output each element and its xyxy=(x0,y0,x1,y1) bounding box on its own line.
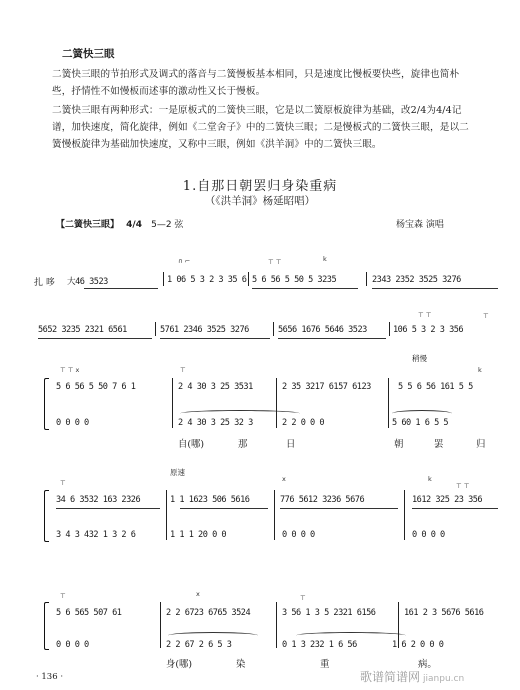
watermark-url: jianpu.cn xyxy=(423,674,465,684)
barline xyxy=(172,378,173,428)
barline xyxy=(160,602,161,648)
barline xyxy=(398,602,399,648)
tempo-mark: 稍慢 xyxy=(412,354,427,363)
score-row-3-instrument xyxy=(0,418,520,428)
score-row-2 xyxy=(0,325,520,335)
score-row-4-instrument xyxy=(0,530,520,540)
beam-line xyxy=(252,288,358,289)
song-title: 1.自那日朝罢归身染重病 xyxy=(182,179,338,194)
lyric-syllable: 朝 xyxy=(394,439,404,450)
score-measure: 3 4 3 432 1 3 2 6 xyxy=(56,530,136,540)
ornament-mark: ⊤ xyxy=(60,479,66,487)
beam-line xyxy=(278,338,386,339)
slur xyxy=(168,632,258,639)
score-measure: 5652 3235 2321 6561 xyxy=(38,325,127,335)
score-measure: 5 6 565 507 61 xyxy=(56,608,122,618)
score-measure: 2 2 67 2 6 5 3 xyxy=(166,640,232,650)
score-measure: 5656 1676 5646 3523 xyxy=(278,325,367,335)
intro-paragraph: 二簧快三眼的节拍形式及调式的落音与二簧慢板基本相同，只是速度比慢板要快些，旋律也简朴些，抒情性不如慢板而述事的激动性又长于慢板。 xyxy=(52,69,460,97)
lyric-syllable: 自(哪) xyxy=(178,439,205,450)
forms-paragraph: 二簧快三眼有两种形式：一是原板式的二簧快三眼，它是以二簧原板旋律为基础，改2/4为4/4记谱，加快速度，简化旋律，例如《二堂舍子》中的二簧快三眼；二是慢板式的二簧快三眼，是以二簧慢板旋律为基础加快速度，又称中三眼，例如《洪羊洞》中的二簧快三眼。 xyxy=(52,105,469,150)
beam-line xyxy=(56,508,160,509)
lyric-syllable: 身(哪) xyxy=(166,659,193,670)
score-measure: 5 6 56 5 50 7 6 1 xyxy=(56,382,136,392)
beam-line xyxy=(180,508,268,509)
score-measure: 34 6 3532 163 2326 xyxy=(56,495,141,505)
ornament-mark: ∩ ⌐ xyxy=(178,257,191,265)
lyric-syllable: 日 xyxy=(286,439,296,450)
tempo-mark: 原速 xyxy=(170,468,185,477)
score-measure: 0 0 0 0 xyxy=(282,530,315,540)
score-measure: 2343 2352 3525 3276 xyxy=(372,275,461,285)
beam-line xyxy=(38,338,152,339)
barline xyxy=(273,322,274,336)
score-measure: 776 5612 3236 5676 xyxy=(280,495,365,505)
tune-header xyxy=(56,217,183,230)
lyric-syllable: 那 xyxy=(238,439,248,450)
ornament-mark: k xyxy=(478,366,482,374)
score-measure: 1 6 2 0 0 0 xyxy=(392,640,444,650)
tune-label: 【二簧快三眼】 xyxy=(56,220,120,230)
ornament-mark: ⊤ ⊤ xyxy=(456,482,470,490)
barline xyxy=(155,322,156,336)
score-measure: 0 1 3 232 1 6 56 xyxy=(282,640,357,650)
barline xyxy=(166,490,167,540)
score-measure: 5761 2346 3525 3276 xyxy=(160,325,249,335)
score-row-5-vocal xyxy=(0,608,520,618)
score-row-1 xyxy=(0,275,520,288)
beam-line xyxy=(412,508,498,509)
time-signature: 4/4 xyxy=(126,220,142,230)
score-row-5-instrument xyxy=(0,640,520,650)
score-measure: 3 56 1 3 5 2321 6156 xyxy=(282,608,376,618)
barline xyxy=(163,272,164,286)
ornament-mark: ⊤ ⊤ x xyxy=(60,366,80,374)
lyrics-line-2 xyxy=(0,656,520,670)
lyric-syllable: 染 xyxy=(236,659,246,670)
score-measure: 106 5 3 2 3 356 xyxy=(393,325,464,335)
ornament-mark: ⊤ xyxy=(180,366,186,374)
slur xyxy=(392,410,452,417)
barline xyxy=(276,602,277,648)
key-signature: 5—2 弦 xyxy=(151,220,184,230)
score-measure: 5 6 56 5 50 5 3235 xyxy=(252,275,337,285)
barline xyxy=(389,322,390,336)
slur xyxy=(180,410,300,417)
lyric-syllable: 归 xyxy=(476,439,486,450)
score-measure: 161 2 3 5676 5616 xyxy=(404,608,484,618)
score-lead-in: 扎 哆 xyxy=(34,278,55,288)
score-measure: 大46 3523 xyxy=(67,277,108,287)
score-measure: 5 60 1 6 5 5 xyxy=(392,418,449,428)
score-measure: 2 4 30 3 25 32 3 xyxy=(178,418,253,428)
barline xyxy=(404,490,405,540)
ornament-mark: ⊤ ⊤ xyxy=(268,258,282,266)
score-measure: 0 0 0 0 xyxy=(56,640,89,650)
lyric-syllable: 病。 xyxy=(418,659,437,670)
watermark xyxy=(360,668,464,685)
beam-line xyxy=(84,288,158,289)
song-subtitle: （《洪羊洞》杨延昭唱） xyxy=(204,195,316,207)
barline xyxy=(276,378,277,428)
barline xyxy=(388,378,389,428)
score-measure: 0 0 0 0 xyxy=(412,530,445,540)
lyric-syllable: 罢 xyxy=(434,439,444,450)
beam-line xyxy=(280,508,398,509)
score-measure: 1 1 1623 506 5616 xyxy=(170,495,250,505)
performer-credit: 杨宝森 演唱 xyxy=(396,220,444,230)
ornament-mark: ⊤ xyxy=(300,594,306,602)
ornament-mark: x xyxy=(282,475,286,483)
score-measure: 2 35 3217 6157 6123 xyxy=(282,382,371,392)
beam-line xyxy=(160,338,270,339)
watermark-text: 歌谱简谱网 xyxy=(360,670,421,684)
score-measure: 1612 325 23 356 xyxy=(412,495,483,505)
ornament-mark: k xyxy=(323,255,327,263)
beam-line xyxy=(372,288,498,289)
ornament-mark: ⊤ ⊤ xyxy=(418,311,432,319)
lyric-syllable: 重 xyxy=(320,659,330,670)
score-measure: 2 2 6723 6765 3524 xyxy=(166,608,251,618)
slur xyxy=(296,632,406,639)
barline xyxy=(248,272,249,286)
page-number: · 136 · xyxy=(36,672,64,682)
ornament-mark: k xyxy=(428,475,432,483)
score-measure: 0 0 0 0 xyxy=(56,418,89,428)
score-measure: 5 5 6 56 161 5 5 xyxy=(398,382,473,392)
barline xyxy=(274,490,275,540)
score-measure: 1 06 5 3 2 3 35 6 xyxy=(167,275,247,285)
score-measure: 2 2 0 0 0 xyxy=(282,418,325,428)
barline xyxy=(366,272,367,286)
score-measure: 1 1 1 20 0 0 xyxy=(170,530,227,540)
score-row-4-vocal xyxy=(0,495,520,505)
ornament-mark: ⊤ xyxy=(483,312,489,320)
ornament-mark: x xyxy=(196,590,200,598)
score-row-3-vocal xyxy=(0,382,520,392)
ornament-mark: ⊤ xyxy=(60,592,66,600)
score-measure: 2 4 30 3 25 3531 xyxy=(178,382,253,392)
section-title: 二簧快三眼 xyxy=(62,48,115,60)
lyrics-line-1 xyxy=(0,436,520,450)
